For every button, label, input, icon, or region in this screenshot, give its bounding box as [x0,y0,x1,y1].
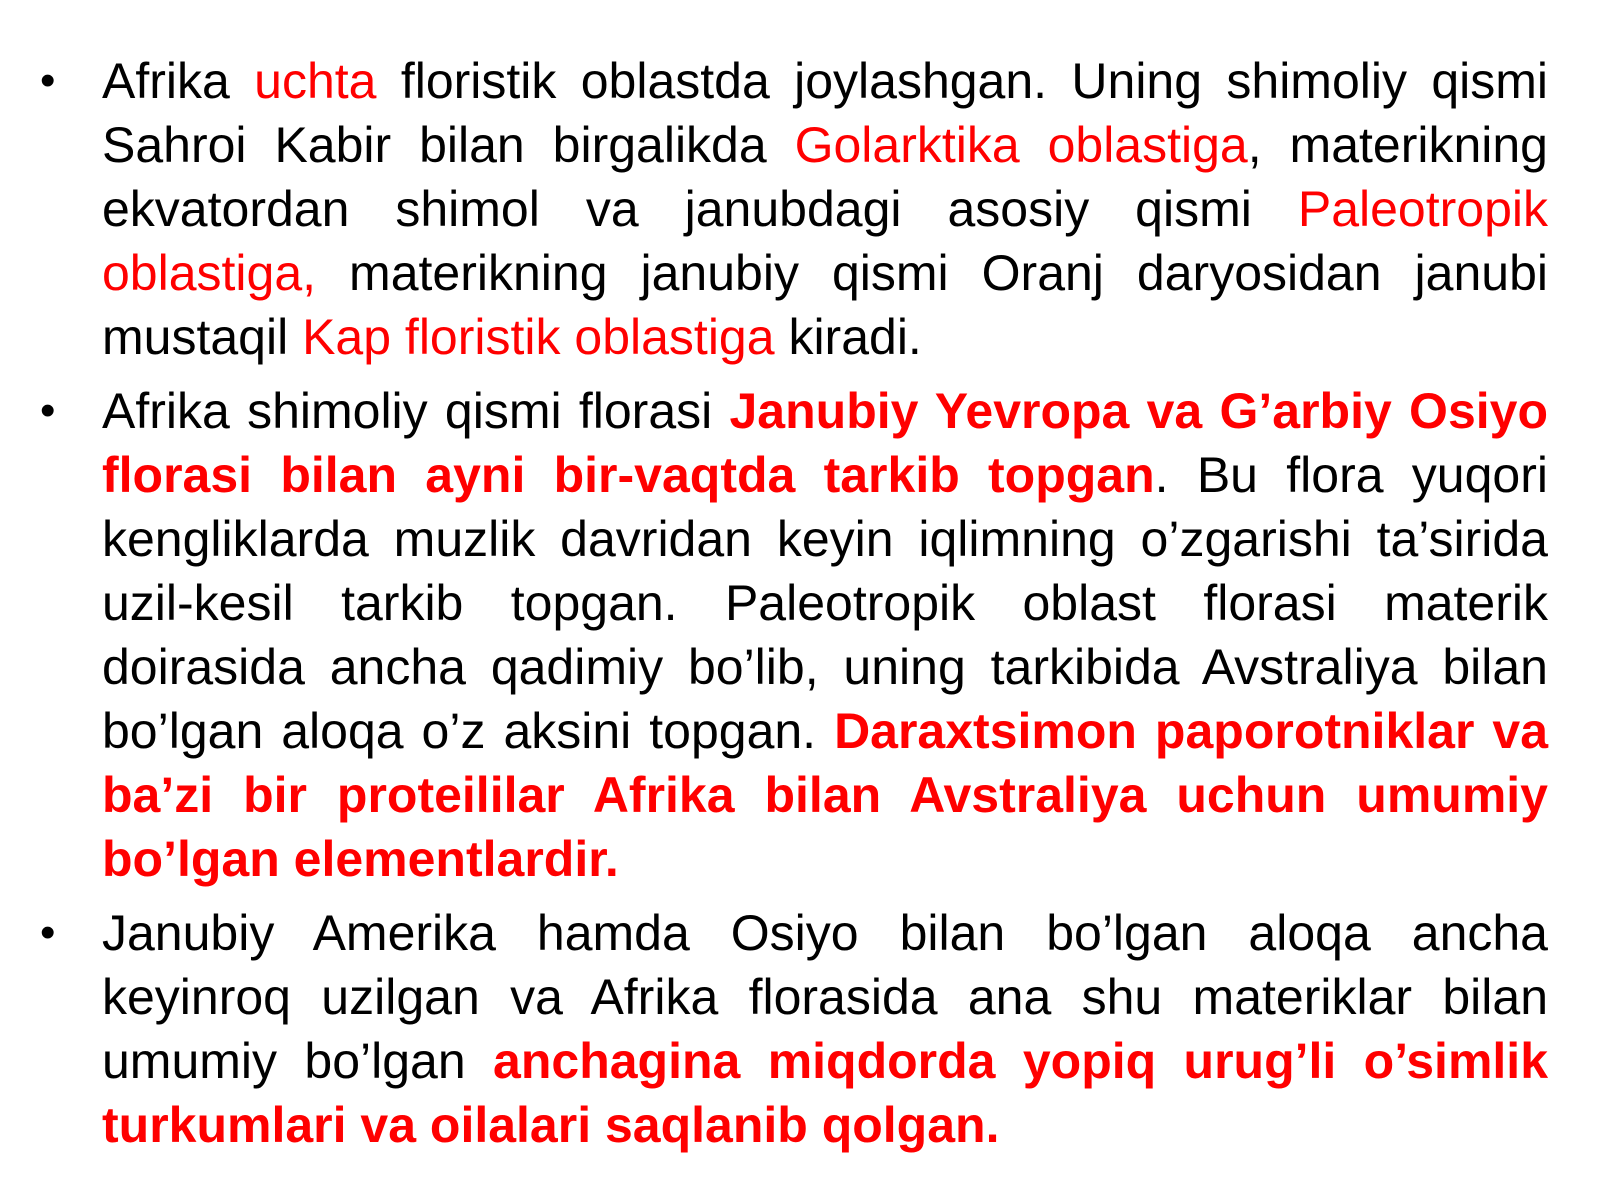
bullet-list [40,49,1548,1167]
highlight-text: Golarktika oblastiga [794,117,1248,173]
bullet-item-2 [40,379,1548,891]
text-segment: Afrika shimoliy qismi florasi [102,383,730,439]
highlight-bold-text: Daraxtsimon paporotniklar va ba’zi bir proteililar Afrika bilan Avstraliya uchun umumiy bo’lgan elementlardir. [102,703,1548,887]
bullet-item-1 [40,49,1548,369]
text-segment: Afrika [102,53,255,109]
bullet-dot-icon: • [40,386,56,435]
text-segment: materikning janubiy qismi Oranj daryosidan janubi mustaqil [102,245,1548,365]
bullet-item-3 [40,901,1548,1157]
text-segment: Janubiy Amerika hamda Osiyo bilan bo’lgan aloqa ancha keyinroq uzilgan va Afrika florasida ana shu materiklar bilan umumiy bo’lgan [102,905,1548,1089]
text-segment: kiradi. [774,309,922,365]
highlight-text: uchta [254,53,377,109]
bullet-dot-icon: • [40,908,56,957]
text-segment: . Bu flora yuqori kengliklarda muzlik davridan keyin iqlimning o’zgarishi ta’sirida uzil-kesil tarkib topgan. Paleotropik oblast florasi materik doirasida ancha qadimiy bo’lib, uning tarkibida Avstraliya bilan bo’lgan aloqa o’z aksini topgan. [102,447,1548,759]
highlight-bold-text: Janubiy Yevropa va G’arbiy Osiyo florasi bilan ayni bir-vaqtda tarkib topgan [102,383,1548,503]
text-segment: , materikning ekvatordan shimol va janubdagi asosiy qismi [102,117,1548,237]
highlight-text: Paleotropik oblastiga, [102,181,1548,301]
highlight-text: Kap floristik oblastiga [302,309,775,365]
highlight-bold-text: anchagina miqdorda yopiq urug’li o’simlik turkumlari va oilalari saqlanib qolgan. [102,1033,1548,1153]
bullet-dot-icon: • [40,56,56,105]
text-segment: floristik oblastda joylashgan. Uning shimoliy qismi Sahroi Kabir bilan birgalikda [102,53,1548,173]
